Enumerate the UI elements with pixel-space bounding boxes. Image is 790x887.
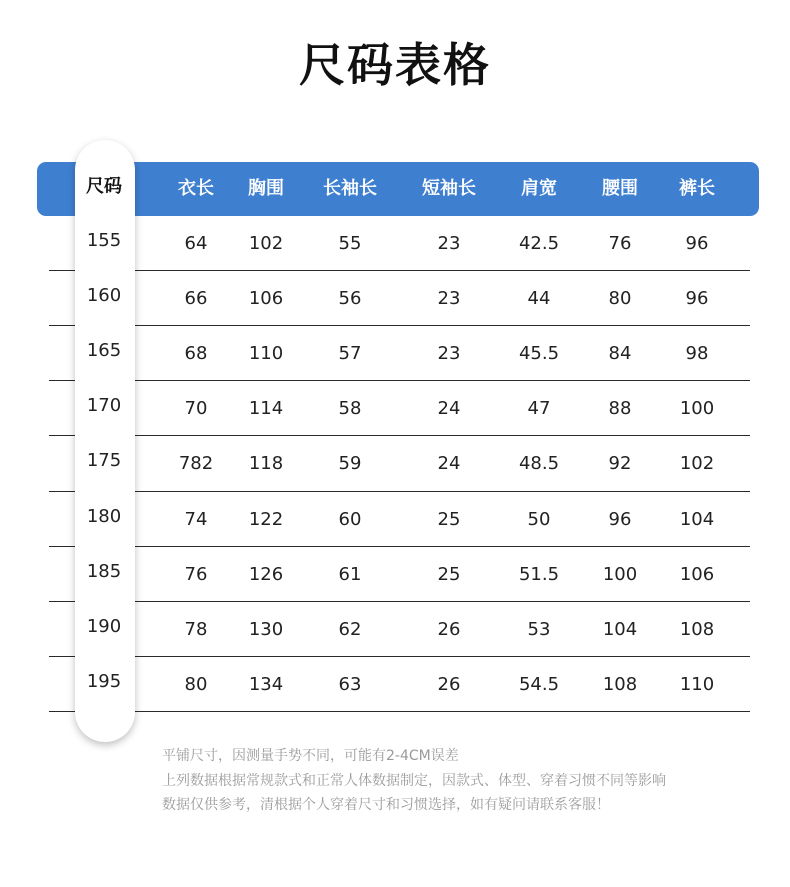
table-cell: 130 (248, 618, 284, 640)
table-cell: 76 (608, 233, 632, 254)
row-divider (49, 546, 750, 547)
table-cell: 55 (338, 233, 362, 254)
table-cell: 45.5 (518, 343, 560, 365)
table-cell: 26 (437, 618, 461, 640)
table-cell: 25 (437, 563, 461, 585)
table-cell: 76 (184, 563, 208, 585)
table-cell: 23 (437, 343, 461, 365)
table-cell: 51.5 (518, 563, 560, 585)
size-cell: 165 (86, 340, 122, 362)
table-cell: 92 (608, 453, 632, 475)
table-header-cell: 腰围 (602, 178, 638, 199)
size-cell: 190 (86, 615, 122, 637)
table-cell: 104 (679, 508, 715, 530)
row-divider (49, 435, 750, 436)
table-cell: 106 (248, 288, 284, 310)
table-cell: 110 (248, 343, 284, 365)
table-cell: 96 (608, 508, 632, 530)
table-cell: 96 (685, 233, 709, 254)
table-cell: 58 (338, 398, 362, 420)
table-cell: 100 (602, 563, 638, 585)
table-cell: 102 (679, 453, 715, 475)
size-cell: 160 (86, 285, 122, 307)
row-divider (49, 270, 750, 271)
table-cell: 80 (184, 673, 208, 695)
size-cell: 155 (86, 230, 122, 251)
table-cell: 102 (248, 233, 284, 254)
note-line: 数据仅供参考，清根据个人穿着尺寸和习惯选择，如有疑问请联系客服！ (162, 797, 610, 813)
table-cell: 782 (178, 453, 214, 475)
table-cell: 100 (679, 398, 715, 420)
table-header-cell: 短袖长 (422, 178, 476, 199)
table-header-cell: 肩宽 (521, 178, 557, 199)
size-cell: 180 (86, 505, 122, 527)
table-cell: 108 (679, 618, 715, 640)
table-cell: 110 (679, 673, 715, 695)
size-cell: 185 (86, 560, 122, 582)
table-cell: 44 (527, 288, 551, 310)
size-cell: 175 (86, 450, 122, 472)
row-divider (49, 380, 750, 381)
table-cell: 63 (338, 673, 362, 695)
table-cell: 61 (338, 563, 362, 585)
table-cell: 74 (184, 508, 208, 530)
table-cell: 66 (184, 288, 208, 310)
table-cell: 42.5 (518, 233, 560, 254)
table-cell: 24 (437, 453, 461, 475)
table-cell: 47 (527, 398, 551, 420)
table-cell: 88 (608, 398, 632, 420)
table-cell: 78 (184, 618, 208, 640)
table-cell: 114 (248, 398, 284, 420)
table-cell: 118 (248, 453, 284, 475)
row-divider (49, 656, 750, 657)
table-cell: 48.5 (518, 453, 560, 475)
table-cell: 56 (338, 288, 362, 310)
note-line: 上列数据根据常规款式和正常人体数据制定，因款式、体型、穿着习惯不同等影响 (162, 772, 666, 789)
table-cell: 26 (437, 673, 461, 695)
table-cell: 106 (679, 563, 715, 585)
size-cell: 170 (86, 395, 122, 417)
table-cell: 24 (437, 398, 461, 420)
table-header-cell: 衣长 (178, 178, 214, 199)
table-cell: 25 (437, 508, 461, 530)
table-cell: 108 (602, 673, 638, 695)
table-header-cell: 长袖长 (323, 178, 377, 199)
table-header-cell: 胸围 (248, 178, 284, 199)
table-cell: 62 (338, 618, 362, 640)
size-cell: 195 (86, 670, 122, 692)
row-divider (49, 325, 750, 326)
table-cell: 134 (248, 673, 284, 695)
table-cell: 60 (338, 508, 362, 530)
row-divider (49, 601, 750, 602)
row-divider (49, 711, 750, 712)
notes (162, 744, 762, 818)
row-divider (49, 491, 750, 492)
table-cell: 96 (685, 288, 709, 310)
note-line: 平铺尺寸，因测量手势不同，可能有2-4CM误差 (162, 748, 459, 764)
table-cell: 84 (608, 343, 632, 365)
table-cell: 57 (338, 343, 362, 365)
table-cell: 98 (685, 343, 709, 365)
table-cell: 23 (437, 288, 461, 310)
table-header-cell: 裤长 (679, 178, 715, 199)
table-cell: 54.5 (518, 673, 560, 695)
table-cell: 126 (248, 563, 284, 585)
table-cell: 70 (184, 398, 208, 420)
table-header-cell: 尺码 (86, 176, 122, 197)
table-cell: 122 (248, 508, 284, 530)
page-title: 尺码表格 (299, 38, 491, 92)
table-header-bar (37, 162, 759, 216)
table-cell: 23 (437, 233, 461, 254)
table-cell: 59 (338, 453, 362, 475)
table-cell: 50 (527, 508, 551, 530)
table-cell: 68 (184, 343, 208, 365)
table-cell: 80 (608, 288, 632, 310)
table-cell: 104 (602, 618, 638, 640)
table-cell: 53 (527, 618, 551, 640)
table-cell: 64 (184, 233, 208, 254)
